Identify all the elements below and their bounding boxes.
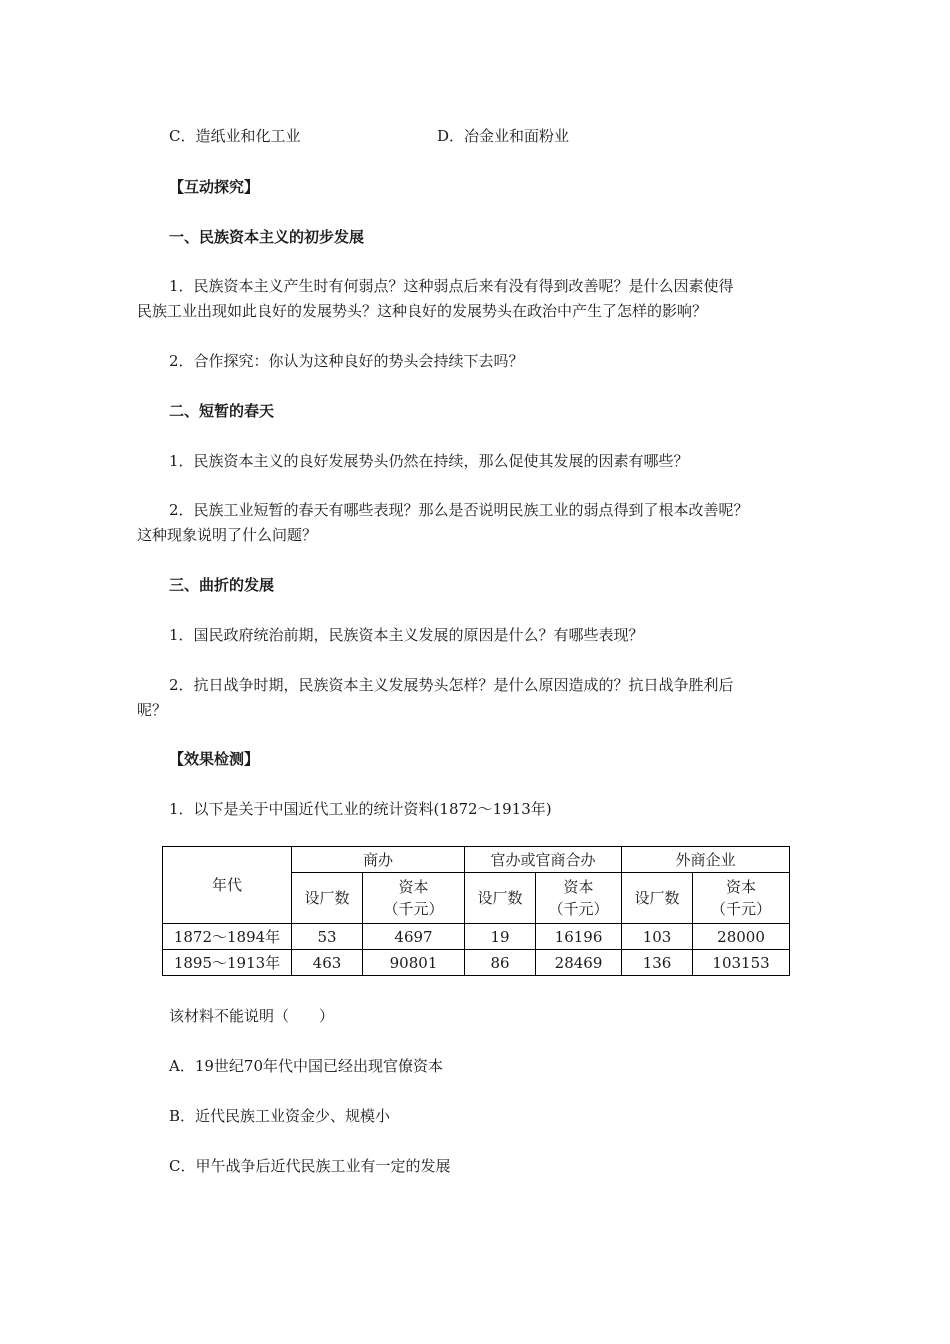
cell-merchant-count: 53 <box>292 924 363 950</box>
row-year: 1895～1913年 <box>163 950 292 976</box>
option-c-top: C．造纸业和化工业 <box>169 127 301 145</box>
part1-title: 一、民族资本主义的初步发展 <box>169 228 365 246</box>
cell-merchant-capital: 90801 <box>363 950 465 976</box>
subheader-count: 设厂数 <box>465 873 536 924</box>
cell-merchant-count: 463 <box>292 950 363 976</box>
header-official: 官办或官商合办 <box>465 847 622 873</box>
part3-q2-line1: 2．抗日战争时期，民族资本主义发展势头怎样？是什么原因造成的？抗日战争胜利后 <box>169 676 734 694</box>
industry-stats-table <box>162 846 790 976</box>
subheader-count: 设厂数 <box>292 873 363 924</box>
table-row <box>163 924 790 950</box>
subheader-capital: 资本 （千元） <box>363 873 465 924</box>
part3-title: 三、曲折的发展 <box>169 576 275 594</box>
part1-q1-line2: 民族工业出现如此良好的发展势头？这种良好的发展势头在政治中产生了怎样的影响？ <box>137 302 708 320</box>
subheader-count: 设厂数 <box>622 873 693 924</box>
section-heading-test: 【效果检测】 <box>169 750 260 768</box>
cell-foreign-capital: 28000 <box>693 924 790 950</box>
section-heading-interactive: 【互动探究】 <box>169 178 260 196</box>
cell-official-count: 19 <box>465 924 536 950</box>
cell-foreign-capital: 103153 <box>693 950 790 976</box>
part2-q1: 1．民族资本主义的良好发展势头仍然在持续，那么促使其发展的因素有哪些？ <box>169 452 689 470</box>
option-d-top: D．冶金业和面粉业 <box>437 127 570 145</box>
header-year: 年代 <box>163 847 292 924</box>
cell-foreign-count: 103 <box>622 924 693 950</box>
test-question-1: 1．以下是关于中国近代工业的统计资料(1872～1913年) <box>169 800 552 818</box>
answer-option-b: B．近代民族工业资金少、规模小 <box>169 1107 391 1125</box>
part2-q2-line2: 这种现象说明了什么问题？ <box>137 526 318 544</box>
part2-q2-line1: 2．民族工业短暂的春天有哪些表现？那么是否说明民族工业的弱点得到了根本改善呢？ <box>169 501 749 519</box>
answer-option-c: C．甲午战争后近代民族工业有一定的发展 <box>169 1157 451 1175</box>
cell-official-capital: 28469 <box>536 950 622 976</box>
table-row <box>163 950 790 976</box>
subheader-capital: 资本 （千元） <box>536 873 622 924</box>
answer-option-a: A．19世纪70年代中国已经出现官僚资本 <box>169 1057 444 1075</box>
row-year: 1872～1894年 <box>163 924 292 950</box>
part2-title: 二、短暂的春天 <box>169 402 275 420</box>
question-stem: 该材料不能说明（ ） <box>169 1007 335 1025</box>
part3-q1: 1．国民政府统治前期，民族资本主义发展的原因是什么？有哪些表现？ <box>169 626 644 644</box>
part1-q1-line1: 1．民族资本主义产生时有何弱点？这种弱点后来有没有得到改善呢？是什么因素使得 <box>169 277 734 295</box>
header-foreign: 外商企业 <box>622 847 790 873</box>
cell-merchant-capital: 4697 <box>363 924 465 950</box>
cell-official-count: 86 <box>465 950 536 976</box>
cell-official-capital: 16196 <box>536 924 622 950</box>
header-merchant: 商办 <box>292 847 465 873</box>
cell-foreign-count: 136 <box>622 950 693 976</box>
part3-q2-line2: 呢？ <box>137 701 168 719</box>
subheader-capital: 资本 （千元） <box>693 873 790 924</box>
part1-q2: 2．合作探究：你认为这种良好的势头会持续下去吗？ <box>169 352 524 370</box>
